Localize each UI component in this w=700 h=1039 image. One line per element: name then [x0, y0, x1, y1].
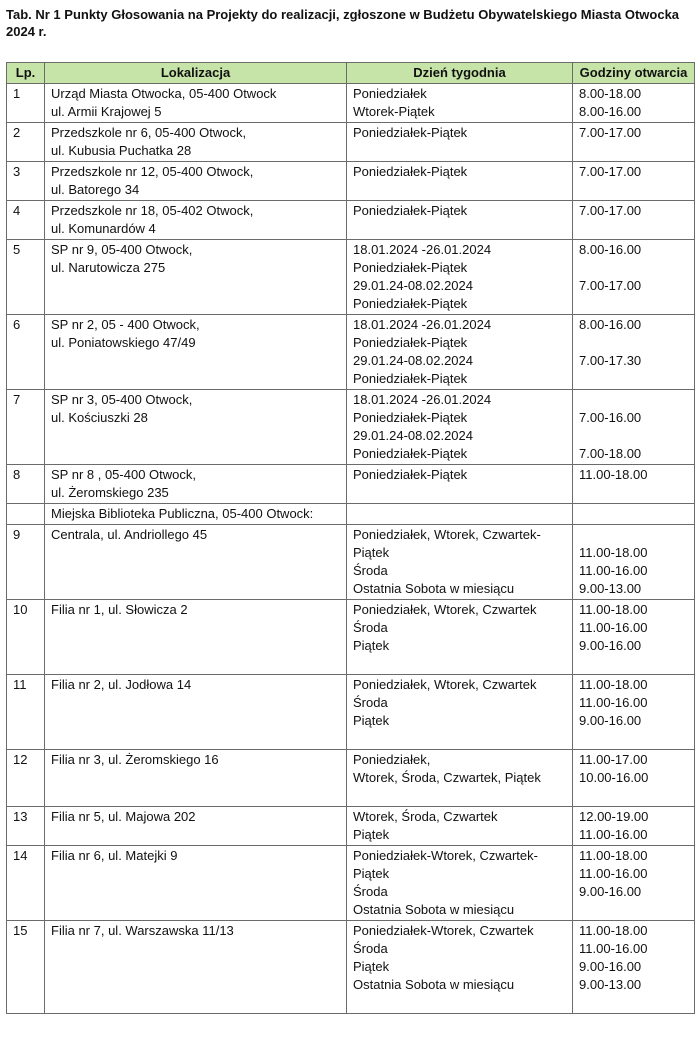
hours-cell [573, 240, 695, 315]
day-line: Poniedziałek-Wtorek, Czwartek- [353, 848, 538, 863]
hours-cell [573, 162, 695, 201]
day-cell [347, 846, 573, 921]
hours-line [579, 391, 688, 409]
location-line: ul. Komunardów 4 [51, 221, 156, 236]
location-cell [45, 240, 347, 315]
hours-line [579, 994, 688, 1012]
day-line: Ostatnia Sobota w miesiącu [353, 977, 515, 992]
table-row [7, 600, 695, 675]
location-cell [45, 675, 347, 750]
location-line: SP nr 2, 05 - 400 Otwock, [51, 317, 200, 332]
header-hours [573, 63, 695, 84]
hours-line: 9.00-16.00 [579, 884, 642, 899]
day-line: 18.01.2024 -26.01.2024 [353, 242, 492, 257]
location-line: Filia nr 5, ul. Majowa 202 [51, 809, 196, 824]
location-line: Centrala, ul. Andriollego 45 [51, 527, 208, 542]
day-cell [347, 600, 573, 675]
lp-cell: 4 [7, 201, 45, 240]
hours-cell [573, 315, 695, 390]
hours-line [579, 730, 688, 748]
location-line: Przedszkole nr 6, 05-400 Otwock, [51, 125, 247, 140]
hours-cell [573, 201, 695, 240]
hours-line: 7.00-16.00 [579, 410, 642, 425]
lp-cell: 10 [7, 600, 45, 675]
lp-cell: 15 [7, 921, 45, 1014]
hours-line: 8.00-16.00 [579, 104, 642, 119]
lp-cell: 1 [7, 84, 45, 123]
hours-line: 11.00-18.00 [579, 467, 648, 482]
hours-line: 11.00-18.00 [579, 923, 648, 938]
table-row [7, 750, 695, 807]
hours-cell [573, 846, 695, 921]
day-line: Poniedziałek-Piątek [353, 203, 468, 218]
day-line: Poniedziałek-Piątek [353, 446, 468, 461]
hours-line: 9.00-13.00 [579, 581, 642, 596]
table-row [7, 807, 695, 846]
hours-line: 8.00-16.00 [579, 317, 642, 332]
day-line [353, 730, 566, 748]
hours-line [579, 295, 688, 313]
day-line: Poniedziałek, Wtorek, Czwartek- [353, 527, 541, 542]
group-empty-cell [573, 504, 695, 525]
table-row [7, 201, 695, 240]
hours-line: 11.00-18.00 [579, 602, 648, 617]
hours-line [579, 427, 688, 445]
day-line: Piątek [353, 638, 390, 653]
header-hours-line2: otwarcia [634, 65, 688, 80]
day-line: Środa [353, 941, 388, 956]
location-cell [45, 162, 347, 201]
location-line: Filia nr 2, ul. Jodłowa 14 [51, 677, 192, 692]
hours-line: 7.00-18.00 [579, 446, 642, 461]
location-line: Przedszkole nr 18, 05-402 Otwock, [51, 203, 254, 218]
day-cell [347, 750, 573, 807]
day-cell [347, 807, 573, 846]
hours-cell [573, 525, 695, 600]
day-cell [347, 525, 573, 600]
hours-line: 11.00-16.00 [579, 827, 648, 842]
day-line: 18.01.2024 -26.01.2024 [353, 317, 492, 332]
hours-line: 11.00-16.00 [579, 695, 648, 710]
hours-line [579, 370, 688, 388]
day-line: Poniedziałek, [353, 752, 431, 767]
day-line: Wtorek, Środa, Czwartek [353, 809, 498, 824]
table-row [7, 84, 695, 123]
location-line: Filia nr 3, ul. Żeromskiego 16 [51, 752, 219, 767]
location-line: ul. Kubusia Puchatka 28 [51, 143, 192, 158]
hours-line: 8.00-16.00 [579, 242, 642, 257]
lp-cell: 5 [7, 240, 45, 315]
hours-cell [573, 600, 695, 675]
table-row [7, 315, 695, 390]
location-line: ul. Narutowicza 275 [51, 260, 166, 275]
hours-cell [573, 750, 695, 807]
day-line: Ostatnia Sobota w miesiącu [353, 581, 515, 596]
day-line: Piątek [353, 713, 390, 728]
day-line: 29.01.24-08.02.2024 [353, 428, 473, 443]
hours-line: 11.00-16.00 [579, 941, 648, 956]
hours-line [579, 526, 688, 544]
location-line: SP nr 9, 05-400 Otwock, [51, 242, 193, 257]
day-line: Poniedziałek-Piątek [353, 260, 468, 275]
header-hours-line1: Godziny [579, 65, 631, 80]
table-row [7, 675, 695, 750]
location-cell [45, 807, 347, 846]
hours-line: 7.00-17.00 [579, 203, 642, 218]
day-cell [347, 84, 573, 123]
day-line: Piątek [353, 866, 390, 881]
hours-line [579, 259, 688, 277]
hours-line: 11.00-16.00 [579, 866, 648, 881]
location-line: Przedszkole nr 12, 05-400 Otwock, [51, 164, 254, 179]
table-row [7, 465, 695, 504]
group-label: Miejska Biblioteka Publiczna, 05-400 Otwock: [45, 504, 347, 525]
hours-line: 11.00-18.00 [579, 677, 648, 692]
hours-line: 9.00-13.00 [579, 977, 642, 992]
group-row [7, 504, 695, 525]
day-cell [347, 315, 573, 390]
hours-line [579, 334, 688, 352]
location-line: ul. Żeromskiego 235 [51, 485, 169, 500]
hours-line: 11.00-18.00 [579, 848, 648, 863]
hours-line: 9.00-16.00 [579, 713, 642, 728]
location-line: ul. Batorego 34 [51, 182, 140, 197]
day-line: 18.01.2024 -26.01.2024 [353, 392, 492, 407]
table-header-row [7, 63, 695, 84]
day-line: Środa [353, 884, 388, 899]
day-line: Poniedziałek-Piątek [353, 296, 468, 311]
location-line: SP nr 3, 05-400 Otwock, [51, 392, 193, 407]
day-line [353, 994, 566, 1012]
hours-line: 7.00-17.00 [579, 164, 642, 179]
table-caption: Tab. Nr 1 Punkty Głosowania na Projekty do realizacji, zgłoszone w Budżetu Obywatelskiego Miasta Otwocka 2024 r. [6, 7, 680, 39]
location-cell [45, 846, 347, 921]
location-line: ul. Armii Krajowej 5 [51, 104, 162, 119]
day-line: Wtorek, Środa, Czwartek, Piątek [353, 770, 541, 785]
day-line: Środa [353, 695, 388, 710]
location-cell [45, 921, 347, 1014]
location-cell [45, 750, 347, 807]
table-row [7, 240, 695, 315]
location-cell [45, 600, 347, 675]
table-body [7, 84, 695, 1014]
day-line: 29.01.24-08.02.2024 [353, 353, 473, 368]
header-day: Dzień tygodnia [347, 63, 573, 84]
hours-cell [573, 123, 695, 162]
hours-line: 12.00-19.00 [579, 809, 649, 824]
hours-line: 10.00-16.00 [579, 770, 649, 785]
day-line: Poniedziałek, Wtorek, Czwartek [353, 602, 537, 617]
hours-line: 11.00-16.00 [579, 563, 648, 578]
day-cell [347, 240, 573, 315]
day-line: Wtorek-Piątek [353, 104, 435, 119]
day-cell [347, 201, 573, 240]
location-line: Filia nr 7, ul. Warszawska 11/13 [51, 923, 234, 938]
table-row [7, 390, 695, 465]
hours-line [579, 901, 688, 919]
lp-cell: 8 [7, 465, 45, 504]
day-line: Poniedziałek-Wtorek, Czwartek [353, 923, 534, 938]
day-cell [347, 390, 573, 465]
location-line: Filia nr 6, ul. Matejki 9 [51, 848, 178, 863]
day-line: 29.01.24-08.02.2024 [353, 278, 473, 293]
hours-line: 7.00-17.00 [579, 125, 642, 140]
group-empty-cell [347, 504, 573, 525]
hours-cell [573, 84, 695, 123]
day-line: Piątek [353, 545, 390, 560]
location-line: SP nr 8 , 05-400 Otwock, [51, 467, 196, 482]
day-cell [347, 465, 573, 504]
hours-line: 11.00-17.00 [579, 752, 648, 767]
lp-cell: 3 [7, 162, 45, 201]
day-line: Piątek [353, 827, 390, 842]
lp-cell: 14 [7, 846, 45, 921]
table-row [7, 123, 695, 162]
hours-cell [573, 465, 695, 504]
day-cell [347, 921, 573, 1014]
hours-cell [573, 807, 695, 846]
day-line: Środa [353, 563, 388, 578]
hours-line [579, 787, 688, 805]
voting-points-table [6, 62, 695, 1014]
header-lp: Lp. [7, 63, 45, 84]
hours-line: 8.00-18.00 [579, 86, 642, 101]
location-line: ul. Poniatowskiego 47/49 [51, 335, 196, 350]
hours-cell [573, 921, 695, 1014]
group-empty-cell [7, 504, 45, 525]
day-line [353, 655, 566, 673]
day-line: Środa [353, 620, 388, 635]
lp-cell: 12 [7, 750, 45, 807]
hours-line: 7.00-17.00 [579, 278, 642, 293]
location-cell [45, 315, 347, 390]
location-line: ul. Kościuszki 28 [51, 410, 148, 425]
header-location: Lokalizacja [45, 63, 347, 84]
lp-cell: 11 [7, 675, 45, 750]
location-cell [45, 201, 347, 240]
day-line: Poniedziałek-Piątek [353, 125, 468, 140]
table-row [7, 921, 695, 1014]
day-line: Poniedziałek-Piątek [353, 164, 468, 179]
location-line: Urząd Miasta Otwocka, 05-400 Otwock [51, 86, 277, 101]
lp-cell: 13 [7, 807, 45, 846]
day-line: Poniedziałek-Piątek [353, 371, 468, 386]
day-line: Poniedziałek-Piątek [353, 467, 468, 482]
hours-line [579, 655, 688, 673]
day-cell [347, 162, 573, 201]
location-line: Filia nr 1, ul. Słowicza 2 [51, 602, 188, 617]
table-row [7, 525, 695, 600]
location-cell [45, 525, 347, 600]
lp-cell: 9 [7, 525, 45, 600]
lp-cell: 2 [7, 123, 45, 162]
day-cell [347, 123, 573, 162]
day-line: Piątek [353, 959, 390, 974]
lp-cell: 7 [7, 390, 45, 465]
location-cell [45, 390, 347, 465]
location-cell [45, 84, 347, 123]
table-row [7, 162, 695, 201]
location-cell [45, 123, 347, 162]
day-line: Ostatnia Sobota w miesiącu [353, 902, 515, 917]
location-cell [45, 465, 347, 504]
day-line: Poniedziałek [353, 86, 427, 101]
hours-line: 11.00-18.00 [579, 545, 648, 560]
day-line: Poniedziałek, Wtorek, Czwartek [353, 677, 537, 692]
hours-line: 9.00-16.00 [579, 959, 642, 974]
day-cell [347, 675, 573, 750]
day-line: Poniedziałek-Piątek [353, 410, 468, 425]
lp-cell: 6 [7, 315, 45, 390]
table-row [7, 846, 695, 921]
hours-cell [573, 675, 695, 750]
hours-line: 7.00-17.30 [579, 353, 642, 368]
hours-line: 11.00-16.00 [579, 620, 648, 635]
day-line [353, 787, 566, 805]
hours-line: 9.00-16.00 [579, 638, 642, 653]
hours-cell [573, 390, 695, 465]
day-line: Poniedziałek-Piątek [353, 335, 468, 350]
